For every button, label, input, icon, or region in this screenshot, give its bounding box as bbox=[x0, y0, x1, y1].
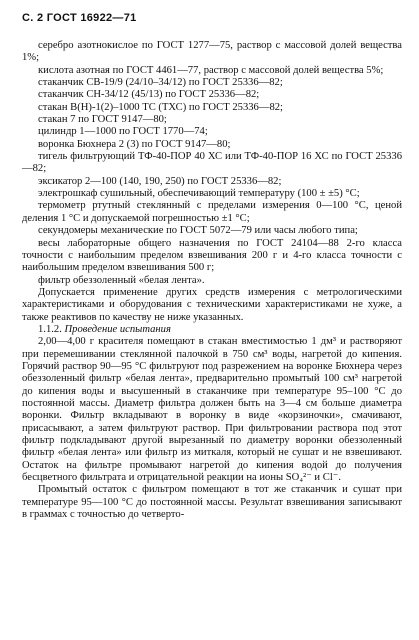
list-item: стаканчик СН-34/12 (45/13) по ГОСТ 25336—82; bbox=[38, 89, 260, 101]
list-item: тигель фильтрующий ТФ-40-ПОР 40 ХС или ТФ-40-ПОР 16 ХС по ГОСТ 25336—82; bbox=[22, 151, 402, 175]
final-paragraph: Промытый остаток с фильтром помещают в тот же стаканчик и сушат при температуре 95—100 °С до постоянной массы. Результат взвешивания записывают в граммах с точностью до четверто- bbox=[22, 484, 402, 521]
list-item: воронка Бюхнера 2 (3) по ГОСТ 9147—80; bbox=[38, 138, 231, 150]
list-item: термометр ртутный стеклянный с пределами измерения 0—100 °С, ценой деления 1 °С и допускаемой погрешностью ±1 °С; bbox=[22, 200, 402, 224]
procedure-paragraph: 2,00—4,00 г красителя помещают в стакан вместимостью 1 дм³ и растворяют при перемешивании стеклянной палочкой в 750 см³ воды, нагретой до кипения. Горячий раствор 90—95 °С фильтруют под разрежением на воронке Бюхнера через обеззоленный фильтр «белая лента», предварительно промытый 100 см³ нагретой до кипения воды и высушенный в стаканчике при температуре 95–100 °С до постоянной массы. Диаметр фильтра должен быть на 3—4 см больше диаметра воронки. Фильтр вкладывают в воронку в виде «корзиночки», смачивают, присасывают, а затем фильтруют раствор. При фильтровании раствора под этот фильтр подкладывают другой вырезанный по диаметру воронки обеззоленный фильтр «белая лента» или фильтр из миткаля, который не сушат и не взвешивают. Остаток на фильтре промывают нагретой до кипения водой до получения бесцветного фильтрата и отрицательной реакции на ионы SO₄²⁻ и Cl⁻. bbox=[22, 336, 402, 484]
list-item: стакан 7 по ГОСТ 9147—80; bbox=[38, 114, 167, 126]
section-title: Проведение испытания bbox=[64, 323, 171, 335]
section-number: 1.1.2. bbox=[38, 323, 62, 335]
list-item: серебро азотнокислое по ГОСТ 1277—75, раствор с массовой долей вещества 1%; bbox=[22, 40, 402, 64]
list-item: кислота азотная по ГОСТ 4461—77, раствор с массовой долей вещества 5%; bbox=[38, 64, 384, 76]
allowance-paragraph: Допускается применение других средств измерения с метрологическими характеристиками и оборудования с техническими характеристиками не хуже, а также реактивов по качеству не ниже указанных. bbox=[22, 286, 402, 323]
list-item: электрошкаф сушильный, обеспечивающий температуру (100 ± ±5) °С; bbox=[38, 188, 360, 200]
list-item: стакан В(Н)-1(2)–1000 ТС (ТХС) по ГОСТ 25336—82; bbox=[38, 101, 283, 113]
equipment-list bbox=[22, 40, 402, 287]
list-item: стаканчик СВ-19/9 (24/10–34/12) по ГОСТ 25336—82; bbox=[38, 77, 283, 89]
page-header: С. 2 ГОСТ 16922—71 bbox=[22, 12, 137, 24]
list-item: фильтр обеззоленный «белая лента». bbox=[38, 274, 205, 286]
list-item: эксикатор 2—100 (140, 190, 250) по ГОСТ 25336—82; bbox=[38, 175, 282, 187]
list-item: цилиндр 1—1000 по ГОСТ 1770—74; bbox=[38, 126, 208, 138]
list-item: весы лабораторные общего назначения по ГОСТ 24104—88 2-го класса точности с наибольшим пределом взвешивания 200 г и 4-го класса точности с наибольшим пределом взвешивания 500 г; bbox=[22, 237, 402, 274]
section-heading bbox=[22, 324, 402, 336]
document-body bbox=[22, 40, 402, 521]
list-item: секундомеры механические по ГОСТ 5072—79 или часы любого типа; bbox=[38, 225, 358, 237]
